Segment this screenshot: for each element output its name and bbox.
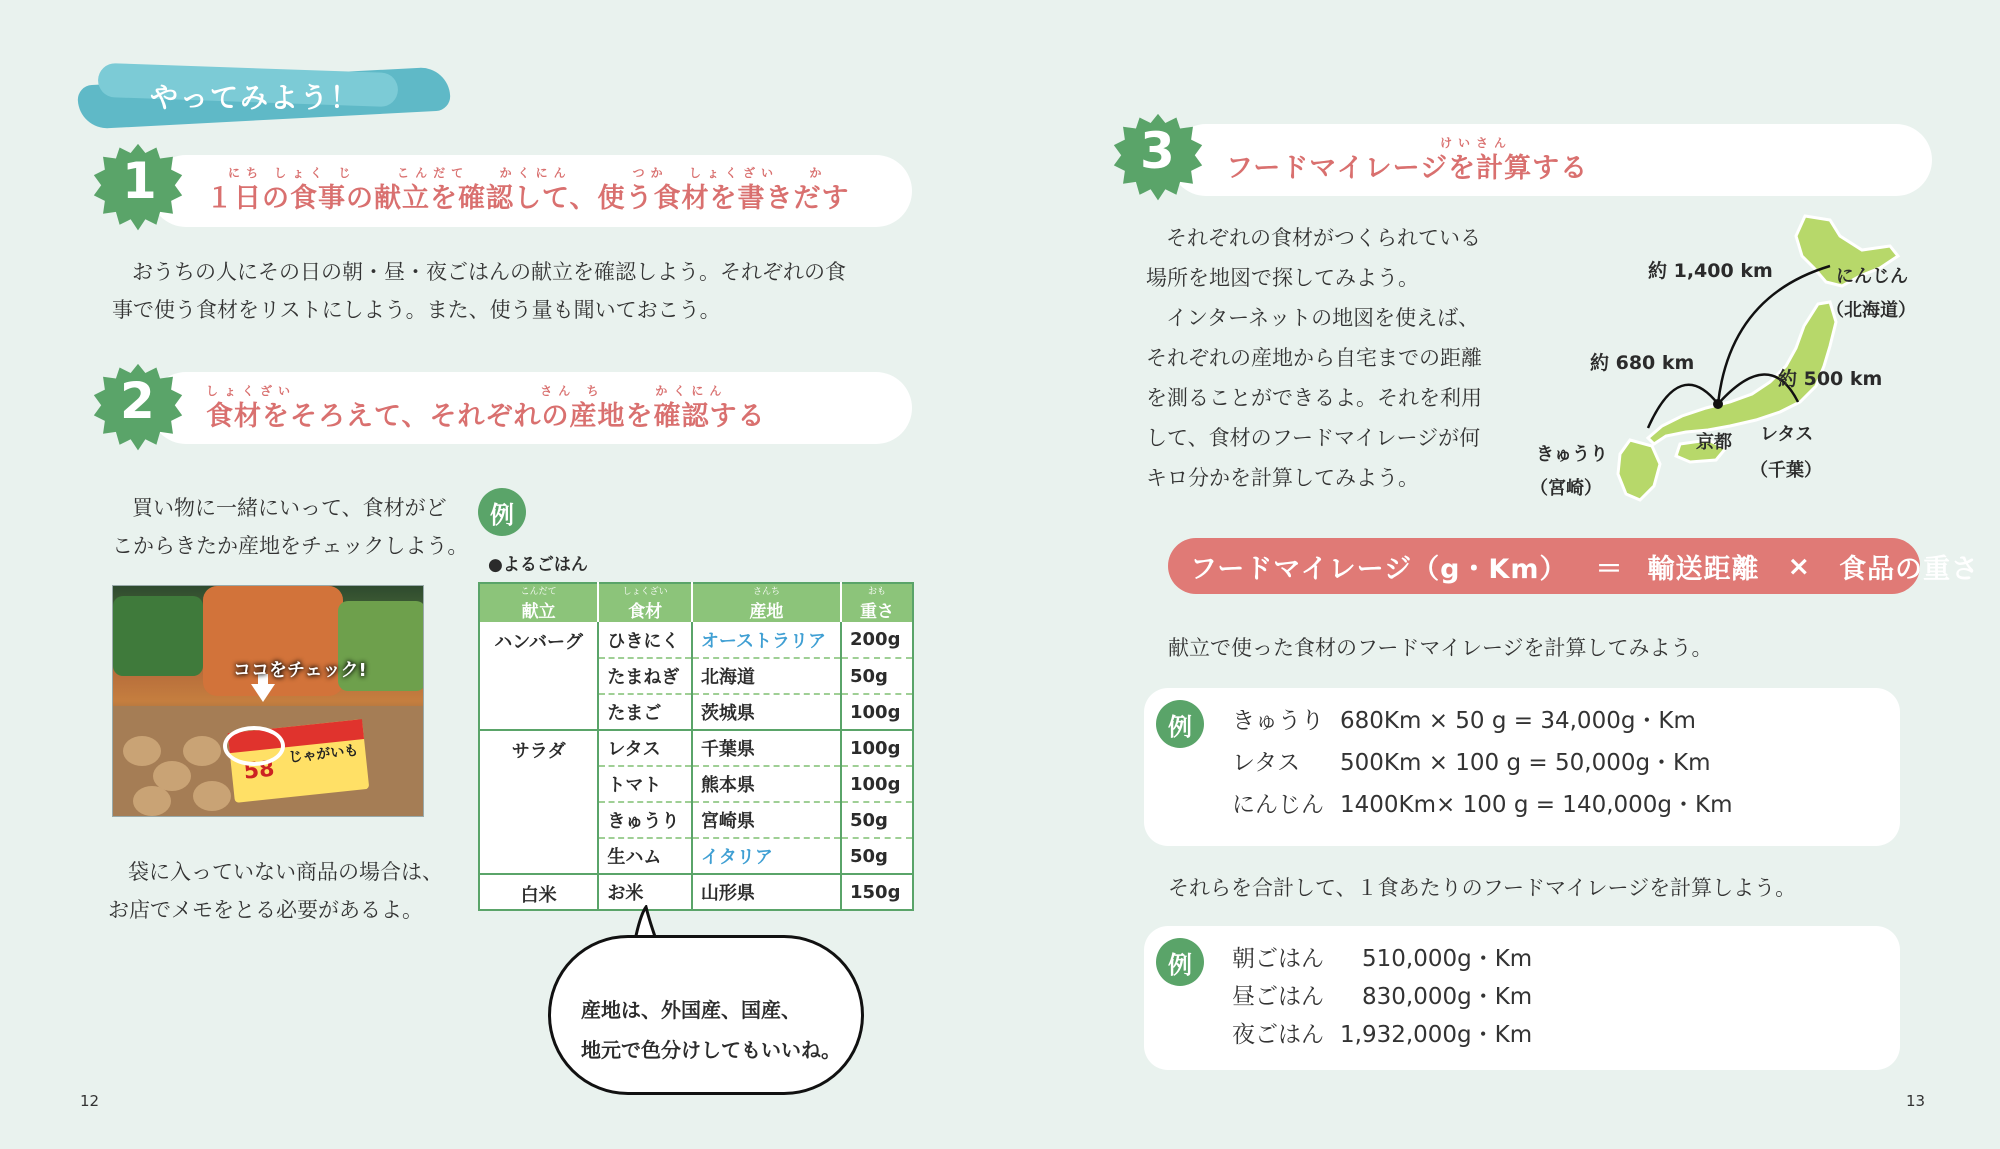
example-list-1 [1232,700,1733,826]
table-row [479,874,913,910]
example-row: 昼ごはん 830,000g・Km [1232,984,1533,1010]
step1-number: 1 [122,152,157,210]
bubble-line2: 地元で色分けしてもいいね。 [581,1038,841,1062]
cell-weight: 50g [841,838,913,874]
cell-weight: 100g [841,730,913,766]
cell-ingredient: たまねぎ [598,658,692,694]
formula-equals: ＝ [1595,553,1624,585]
example-row: 朝ごはん 510,000g・Km [1232,946,1533,972]
step3-ruby: けいさん [1440,136,1513,150]
map-label-miyazaki: （宮崎） [1530,478,1602,499]
example-row: にんじん 1400Km× 100 g = 140,000g・Km [1232,792,1733,818]
step1-ruby: にち しょく じ こんだて かくにん つか しょくざい か [228,166,828,180]
cell-ingredient: たまご [598,694,692,730]
cell-origin: 北海道 [692,658,841,694]
cell-weight: 100g [841,766,913,802]
map-label-hokkaido: （北海道） [1826,300,1916,321]
price-label: 58 じゃがいも [228,719,370,803]
header-weight: おも 重さ [841,583,913,622]
cell-origin: 茨城県 [692,694,841,730]
cell-ingredient: トマト [598,766,692,802]
cell-origin: 山形県 [692,874,841,910]
step1-body-line1: おうちの人にその日の朝・昼・夜ごはんの献立を確認しよう。それぞれの食 [132,260,846,284]
map-label-kyoto: 京都 [1696,432,1732,453]
highlight-circle [223,726,285,766]
cell-ingredient: ひきにく [598,622,692,658]
produce-photo [112,585,424,817]
step1-title: １日の食事の献立を確認して、使う食材を書きだす [206,183,850,214]
cell-dish: サラダ [479,730,598,874]
step3-body: それぞれの食材がつくられている 場所を地図で探してみよう。 インターネットの地図を使えば、 それぞれの産地から自宅までの距離 を測ることができるよ。それを利用 して、食材のフードマイレージが何 キロ分かを計算してみよう。 [1146,226,1482,490]
banner-text: やってみよう！ [150,81,361,114]
header-ingredient: しょくざい 食材 [598,583,692,622]
table-header-row [479,583,913,622]
kyushu-shape [1618,440,1660,500]
map-label-chiba: （千葉） [1750,460,1822,481]
photo-caption: ココをチェック! [233,660,367,681]
header-dish: こんだて 献立 [479,583,598,622]
dist-miyazaki: 約 680 km [1590,352,1695,374]
step3-number: 3 [1140,122,1175,180]
cell-ingredient: レタス [598,730,692,766]
table-row [479,622,913,658]
example-row: 夜ごはん 1,932,000g・Km [1232,1022,1533,1048]
step3-title: フードマイレージを計算する [1226,153,1589,184]
example-list-2 [1232,940,1532,1054]
cell-weight: 100g [841,694,913,730]
speech-bubble [548,935,864,1095]
header-origin: さんち 産地 [692,583,841,622]
cell-origin: 宮崎県 [692,802,841,838]
cell-dish: ハンバーグ [479,622,598,730]
map-label-carrot: にんじん [1836,266,1908,287]
step2-title: 食材をそろえて、それぞれの産地を確認する [206,401,766,432]
cell-ingredient: きゅうり [598,802,692,838]
page-number-left: 12 [80,1092,100,1110]
cell-origin: 千葉県 [692,730,841,766]
table-row [479,730,913,766]
down-arrow-icon [251,684,275,702]
try-it-banner [78,62,450,128]
kyoto-marker [1713,399,1723,409]
example-row: レタス 500Km × 100 g = 50,000g・Km [1232,750,1711,776]
formula-term1: 輸送距離 [1647,553,1760,585]
note-line2: お店でメモをとる必要があるよ。 [108,898,423,922]
cell-weight: 150g [850,881,901,903]
formula-times: × [1787,550,1812,582]
cell-origin: オーストラリア [692,622,841,658]
dist-chiba: 約 500 km [1778,368,1883,390]
intro-text-2: それらを合計して、１食あたりのフードマイレージを計算しよう。 [1168,876,1797,900]
bubble-line1: 産地は、外国産、国産、 [581,998,801,1022]
formula-bar [1168,538,1980,594]
cell-weight: 200g [841,622,913,658]
example-badge-1: 例 [1156,700,1204,748]
cell-origin: 熊本県 [692,766,841,802]
map-label-lettuce: レタス [1760,424,1814,445]
example-badge-2: 例 [1156,938,1204,986]
page-number-right: 13 [1906,1092,1926,1110]
cell-ingredient: 生ハム [598,838,692,874]
step2-number: 2 [120,372,155,430]
table-title: ●よるごはん [488,555,588,575]
step2-ruby: しょくざい さん ち かくにん [206,384,728,398]
dinner-menu-table [478,582,914,911]
cell-dish: 白米 [479,874,598,910]
map-label-cucumber: きゅうり [1536,444,1608,465]
formula-left: フードマイレージ（g・Km） [1190,553,1568,585]
step2-body-line1: 買い物に一緒にいって、食材がど [132,496,447,520]
example-badge: 例 [478,488,526,536]
dist-hokkaido: 約 1,400 km [1648,260,1773,282]
step2-body-line2: こからきたか産地をチェックしよう。 [112,534,469,558]
cell-weight: 50g [841,802,913,838]
intro-text-1: 献立で使った食材のフードマイレージを計算してみよう。 [1168,636,1713,660]
note-line1: 袋に入っていない商品の場合は、 [128,860,443,884]
cell-ingredient: お米 [598,874,692,910]
cell-origin: イタリア [692,838,841,874]
step1-body-line2: 事で使う食材をリストにしよう。また、使う量も聞いておこう。 [112,298,721,322]
formula-term2: 食品の重さ [1839,553,1980,585]
example-row: きゅうり 680Km × 50 g = 34,000g・Km [1232,708,1696,734]
cell-weight: 50g [841,658,913,694]
